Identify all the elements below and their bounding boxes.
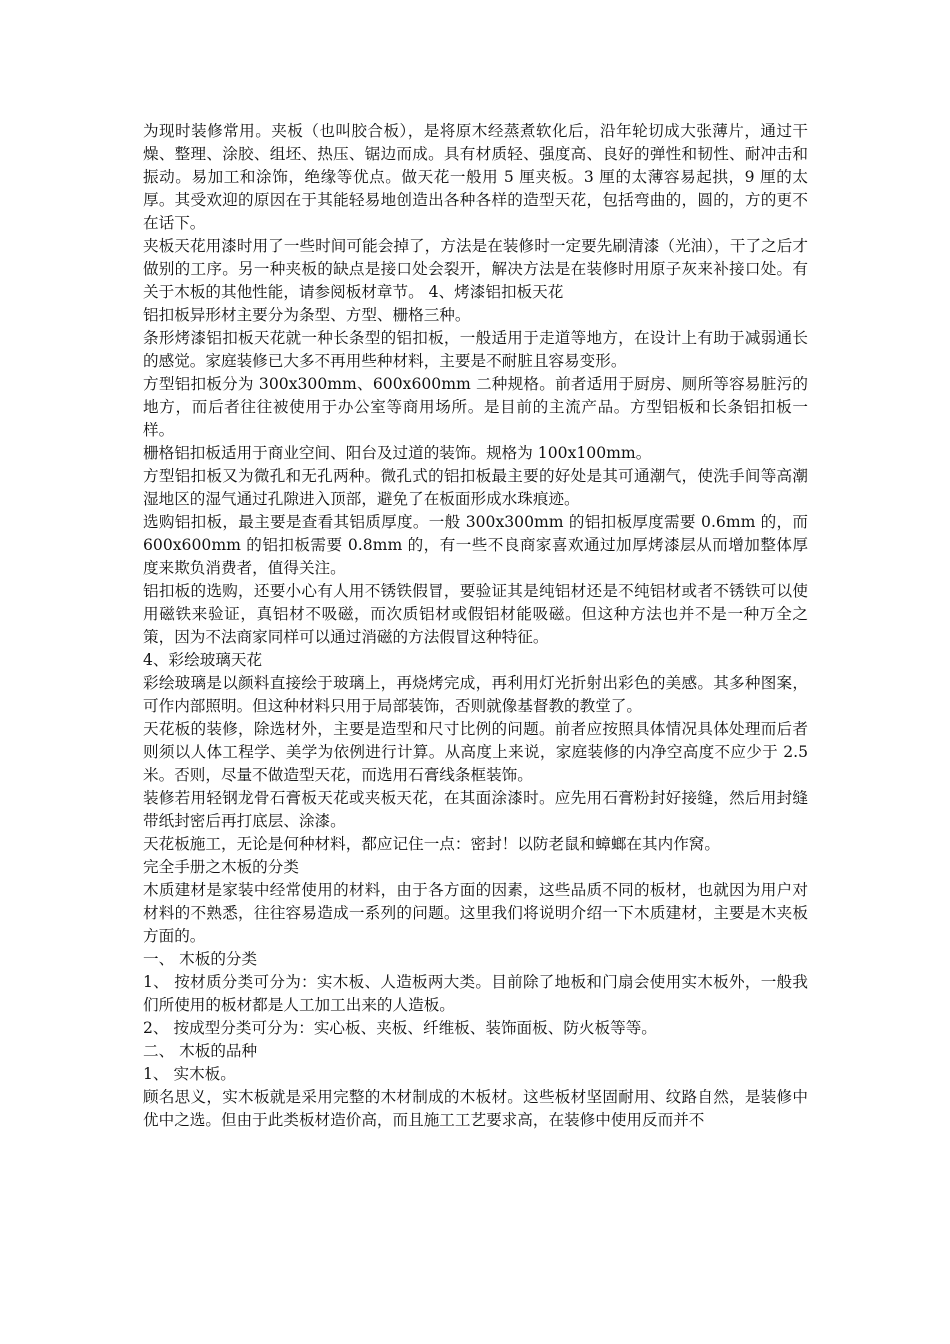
list-item-by-shape: 2、 按成型分类可分为：实心板、夹板、纤维板、装饰面板、防火板等等。 bbox=[143, 1019, 657, 1037]
paragraph-aluminum-thickness: 选购铝扣板，最主要是查看其铝质厚度。一般 300x300mm 的铝扣板厚度需要 0.6mm 的，而 600x600mm 的铝扣板需要 0.8mm 的，有一些不良商家喜欢通过加厚烤漆层从而增加整体厚度来欺负消费者，值得关注。 bbox=[143, 513, 808, 577]
paragraph-sealing: 天花板施工，无论是何种材料，都应记住一点：密封！以防老鼠和蟑螂在其内作窝。 bbox=[143, 835, 720, 853]
paragraph-grid-aluminum: 栅格铝扣板适用于商业空间、阳台及过道的装饰。规格为 100x100mm。 bbox=[143, 444, 652, 462]
heading-board-varieties: 二、 木板的品种 bbox=[143, 1042, 258, 1060]
paragraph-wood-materials: 木质建材是家装中经常使用的材料，由于各方面的因素，这些品质不同的板材，也就因为用户对材料的不熟悉，往往容易造成一系列的问题。这里我们将说明介绍一下木质建材，主要是木夹板方面的。 bbox=[143, 881, 808, 945]
heading-board-classification: 一、 木板的分类 bbox=[143, 950, 258, 968]
paragraph-ceiling-proportion: 天花板的装修，除选材外，主要是造型和尺寸比例的问题。前者应按照具体情况具体处理而后者则须以人体工程学、美学为依例进行计算。从高度上来说，家庭装修的内净空高度不应少于 2.5 米。否则，尽量不做造型天花，而选用石膏线条框装饰。 bbox=[143, 720, 808, 784]
heading-painted-glass: 4、彩绘玻璃天花 bbox=[143, 651, 263, 669]
paragraph-painted-glass: 彩绘玻璃是以颜料直接绘于玻璃上，再烧烤完成，再利用灯光折射出彩色的美感。其多种图案，可作内部照明。但这种材料只用于局部装饰，否则就像基督教的教堂了。 bbox=[143, 674, 808, 715]
paragraph-plywood-paint: 夹板天花用漆时用了一些时间可能会掉了，方法是在装修时一定要先刷清漆（光油），干了之后才做别的工序。另一种夹板的缺点是接口处会裂开，解决方法是在装修时用原子灰来补接口处。有关于木板的其他性能，请参阅板材章节。 4、烤漆铝扣板天花 bbox=[143, 237, 808, 301]
paragraph-aluminum-types: 铝扣板异形材主要分为条型、方型、栅格三种。 bbox=[143, 306, 471, 324]
heading-solid-wood: 1、 实木板。 bbox=[143, 1065, 236, 1083]
paragraph-strip-aluminum: 条形烤漆铝扣板天花就一种长条型的铝扣板，一般适用于走道等地方，在设计上有助于减弱通长的感觉。家庭装修已大多不再用些种材料，主要是不耐脏且容易变形。 bbox=[143, 329, 808, 370]
paragraph-aluminum-magnet-test: 铝扣板的选购，还要小心有人用不锈铁假冒，要验证其是纯铝材还是不纯铝材或者不锈铁可以使用磁铁来验证，真铝材不吸磁，而次质铝材或假铝材能吸磁。但这种方法也并不是一种万全之策，因为不法商家同样可以通过消磁的方法假冒这种特征。 bbox=[143, 582, 808, 646]
paragraph-plywood-intro: 为现时装修常用。夹板（也叫胶合板），是将原木经蒸煮软化后，沿年轮切成大张薄片，通过干燥、整理、涂胶、组坯、热压、锯边而成。具有材质轻、强度高、良好的弹性和韧性、耐冲击和振动。易加工和涂饰，绝缘等优点。做天花一般用 5 厘夹板。3 厘的太薄容易起拱，9 厘的太厚。其受欢迎的原因在于其能轻易地创造出各种各样的造型天花，包括弯曲的，圆的，方的更不在话下。 bbox=[143, 122, 808, 232]
paragraph-perforated-aluminum: 方型铝扣板又为微孔和无孔两种。微孔式的铝扣板最主要的好处是其可通潮气，使洗手间等高潮湿地区的湿气通过孔隙进入顶部，避免了在板面形成水珠痕迹。 bbox=[143, 467, 808, 508]
heading-wood-classification: 完全手册之木板的分类 bbox=[143, 858, 299, 876]
list-item-by-material: 1、 按材质分类可分为：实木板、人造板两大类。目前除了地板和门扇会使用实木板外，一般我们所使用的板材都是人工加工出来的人造板。 bbox=[143, 973, 808, 1014]
paragraph-square-aluminum: 方型铝扣板分为 300x300mm、600x600mm 二种规格。前者适用于厨房、厕所等容易脏污的地方，而后者往往被使用于办公室等商用场所。是目前的主流产品。方型铝板和长条铝扣板一样。 bbox=[143, 375, 808, 439]
document-body bbox=[143, 120, 808, 1132]
paragraph-gypsum-painting: 装修若用轻钢龙骨石膏板天花或夹板天花，在其面涂漆时。应先用石膏粉封好接缝，然后用封缝带纸封密后再打底层、涂漆。 bbox=[143, 789, 808, 830]
paragraph-solid-wood: 顾名思义，实木板就是采用完整的木材制成的木板材。这些板材坚固耐用、纹路自然，是装修中优中之选。但由于此类板材造价高，而且施工工艺要求高，在装修中使用反而并不 bbox=[143, 1088, 808, 1129]
